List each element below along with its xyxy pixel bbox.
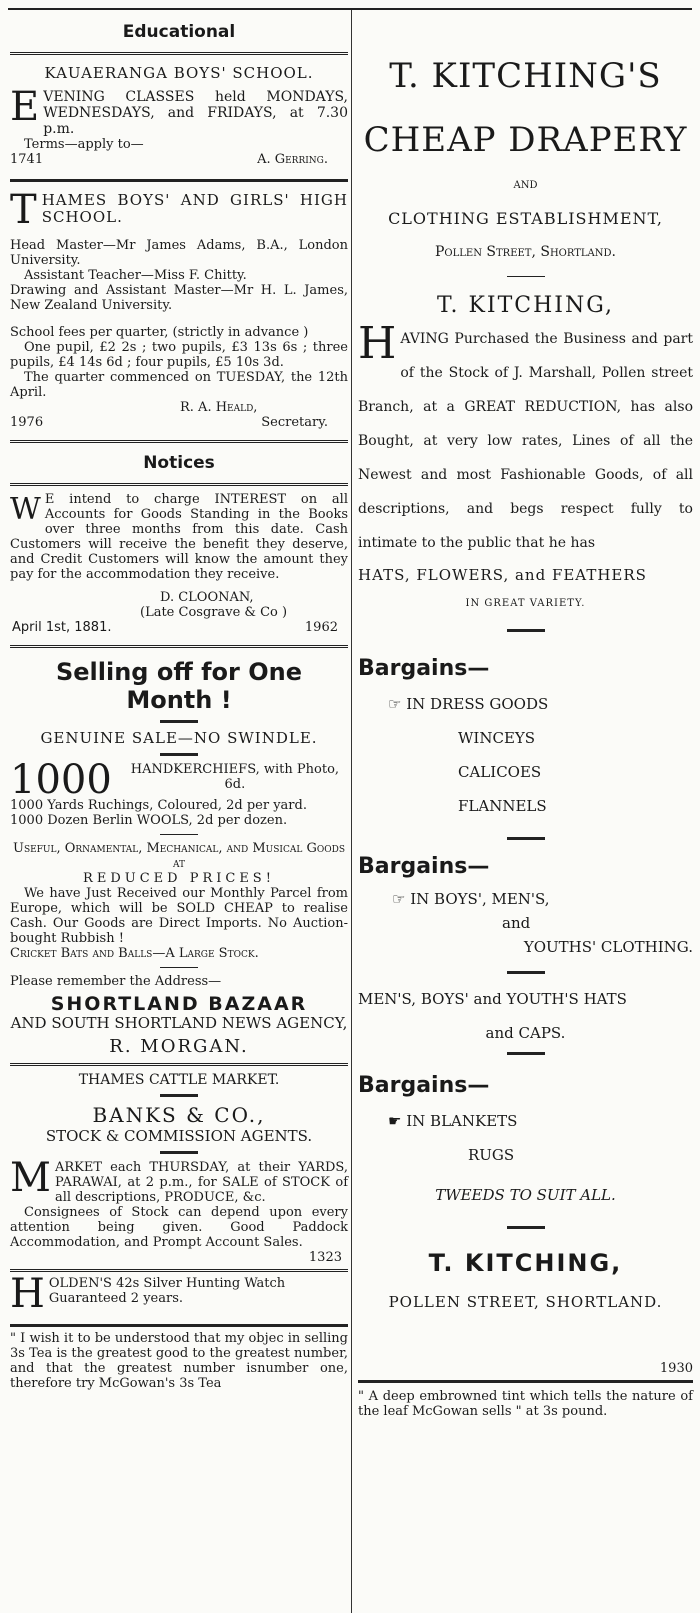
- cricket-line: Cricket Bats and Balls—A Large Stock.: [10, 946, 259, 961]
- ad-thames-cattle-market: [10, 1072, 348, 1265]
- drawing-master: Drawing and Assistant Master—Mr H. L. James, New Zealand University.: [10, 283, 348, 313]
- big-number: 1000: [10, 757, 112, 803]
- tweeds-line: TWEEDS TO SUIT ALL.: [435, 1186, 616, 1204]
- bargains-heading: Bargains—: [358, 1073, 490, 1098]
- parcel-notice: We have Just Received our Monthly Parcel from Europe, which will be SOLD CHEAP to realise Cash. Our Goods are Direct Imports. No Auction-bought Rubbish !: [10, 886, 348, 946]
- notice-date: April 1st, 1881.: [12, 620, 112, 635]
- watch-body: OLDEN'S 42s Silver Hunting Watch Guaranteed 2 years.: [48, 1276, 286, 1306]
- bargain-item: IN BOYS', MEN'S,: [410, 890, 550, 908]
- goods-line: Useful, Ornamental, Mechanical, and Musical Goods at: [12, 841, 345, 871]
- ad-reference: 1323: [308, 1250, 342, 1265]
- top-rule: [8, 8, 692, 10]
- ad-thames-high-school: [10, 186, 348, 436]
- ad-kauaeranga-school: [10, 65, 348, 175]
- ad-terms: Terms—apply to—: [24, 137, 144, 152]
- footer-address: POLLEN STREET, SHORTLAND.: [388, 1293, 663, 1311]
- fees: One pupil, £2 2s ; two pupils, £3 13s 6s ; three pupils, £4 14s 6d ; four pupils, £5 10s 3d.: [10, 340, 348, 370]
- kitching-name: T. KITCHING,: [437, 293, 614, 318]
- handkerchiefs-line: HANDKERCHIEFS, with Photo, 6d.: [130, 762, 340, 792]
- clothing-line: CLOTHING ESTABLISHMENT,: [388, 209, 663, 228]
- section-heading-notices: Notices: [143, 453, 215, 473]
- bargain-item: and: [502, 914, 531, 932]
- ad-reference: 1962: [304, 620, 338, 635]
- pointing-hand-icon: ☞: [392, 890, 406, 908]
- ad-reference: 1976: [10, 415, 44, 430]
- notice-signer-note: (Late Cosgrave & Co ): [140, 605, 288, 620]
- wools-line: 1000 Dozen Berlin WOOLS, 2d per dozen.: [10, 813, 288, 828]
- section-heading-educational: Educational: [122, 22, 236, 42]
- and-caps-line: and CAPS.: [485, 1024, 566, 1042]
- right-column: [358, 12, 693, 1419]
- ad-body: VENING CLASSES held MONDAYS, WEDNESDAYS, and FRIDAYS, at 7.30 p.m.: [43, 89, 348, 137]
- bargain-item: IN BLANKETS: [406, 1112, 518, 1130]
- company-name: BANKS & CO.,: [92, 1103, 266, 1127]
- head-master: Head Master—Mr James Adams, B.A., London University.: [10, 238, 348, 268]
- bargains-heading: Bargains—: [358, 656, 490, 681]
- ad-signer: R. A. Heald,: [180, 400, 258, 415]
- variety-line: IN GREAT VARIETY.: [465, 598, 586, 609]
- drop-capital: W: [10, 492, 41, 527]
- mcgowan-tea-ad: " A deep embrowned tint which tells the nature of the leaf McGowan sells " at 3s pound.: [358, 1389, 693, 1419]
- sale-title: Selling off for One Month !: [55, 658, 303, 714]
- bargain-item: CALICOES: [458, 763, 542, 781]
- bargain-item: IN DRESS GOODS: [406, 695, 549, 713]
- drop-capital: H: [358, 318, 397, 369]
- drop-capital: T: [10, 187, 38, 233]
- news-agency: AND SOUTH SHORTLAND NEWS AGENCY,: [10, 1014, 348, 1032]
- ruchings-line: 1000 Yards Ruchings, Coloured, 2d per yard.: [10, 798, 307, 813]
- hats-caps-line: MEN'S, BOYS' and YOUTH'S HATS: [358, 990, 627, 1008]
- left-column: [10, 12, 348, 1391]
- ad-signer: A. Gerring.: [257, 152, 328, 167]
- address-prompt: Please remember the Address—: [10, 974, 222, 989]
- ad-title: KAUAERANGA BOYS' SCHOOL.: [44, 64, 314, 82]
- pointing-hand-icon: ☛: [388, 1112, 402, 1130]
- assistant-teacher: Assistant Teacher—Miss F. Chitty.: [24, 268, 247, 283]
- ad-title: HAMES BOYS' AND GIRLS' HIGH SCHOOL.: [41, 191, 348, 226]
- market-body: ARKET each THURSDAY, at their YARDS, PARAWAI, at 2 p.m., for SALE of STOCK of all descriptions, PRODUCE, &c.: [54, 1160, 348, 1205]
- bazaar-name: SHORTLAND BAZAAR: [50, 993, 308, 1015]
- consignees: Consignees of Stock can depend upon every attention being given. Good Paddock Accommodation, and Prompt Account Sales.: [10, 1205, 348, 1250]
- sale-subtitle: GENUINE SALE—NO SWINDLE.: [40, 729, 318, 747]
- ad-cloonan-notice: [10, 492, 348, 641]
- proprietor: R. MORGAN.: [109, 1036, 249, 1057]
- kitching-address: Pollen Street, Shortland.: [435, 244, 616, 260]
- signer-title: Secretary.: [261, 415, 328, 430]
- kitching-subtitle: CHEAP DRAPERY: [363, 120, 688, 160]
- kitching-title: T. KITCHING'S: [389, 56, 662, 96]
- fees-intro: School fees per quarter, (strictly in advance ): [10, 325, 309, 340]
- bargain-item: RUGS: [468, 1146, 515, 1164]
- notice-body: E intend to charge INTEREST on all Accounts for Goods Standing in the Books over three months from this date. Cash Customers will receive the benefit they deserve, and Credit Customers will know the amount they pay for the accommodation they receive.: [10, 492, 348, 582]
- footer-name: T. KITCHING,: [428, 1249, 623, 1277]
- ad-holden-watch: [10, 1271, 348, 1317]
- bargain-item: FLANNELS: [458, 797, 547, 815]
- kitching-body: AVING Purchased the Business and part of the Stock of J. Marshall, Pollen street Branch, at a GREAT REDUCTION, has also Bought, at very low rates, Lines of all the Newest and most Fashionable Goods, of all descriptions, and begs respect fully to intimate to the public that he has: [358, 331, 693, 551]
- drop-capital: M: [10, 1155, 51, 1201]
- pointing-hand-icon: ☞: [388, 695, 402, 713]
- bargain-item: WINCEYS: [458, 729, 536, 747]
- ad-shortland-bazaar: [10, 658, 348, 1057]
- drop-capital: H: [10, 1271, 45, 1317]
- agents-line: STOCK & COMMISSION AGENTS.: [45, 1127, 313, 1145]
- ad-reference: 1741: [10, 152, 44, 167]
- bargain-item: YOUTHS' CLOTHING.: [523, 938, 693, 956]
- quarter-notice: The quarter commenced on TUESDAY, the 12th April.: [10, 370, 348, 400]
- drop-capital: E: [10, 84, 40, 130]
- ad-reference: 1930: [659, 1361, 693, 1376]
- and-line: AND: [513, 180, 538, 191]
- hats-line: HATS, FLOWERS, and FEATHERS: [358, 566, 647, 584]
- notice-signer: D. CLOONAN,: [160, 590, 254, 605]
- mcgowan-tea-ad: " I wish it to be understood that my objec in selling 3s Tea is the greatest good to the greatest number, and that the greatest number isnumber one, therefore try McGowan's 3s Tea: [10, 1331, 348, 1391]
- reduced-prices: REDUCED PRICES!: [83, 871, 275, 886]
- market-title: THAMES CATTLE MARKET.: [78, 1072, 280, 1088]
- bargains-heading: Bargains—: [358, 854, 490, 879]
- column-divider: [351, 10, 352, 1613]
